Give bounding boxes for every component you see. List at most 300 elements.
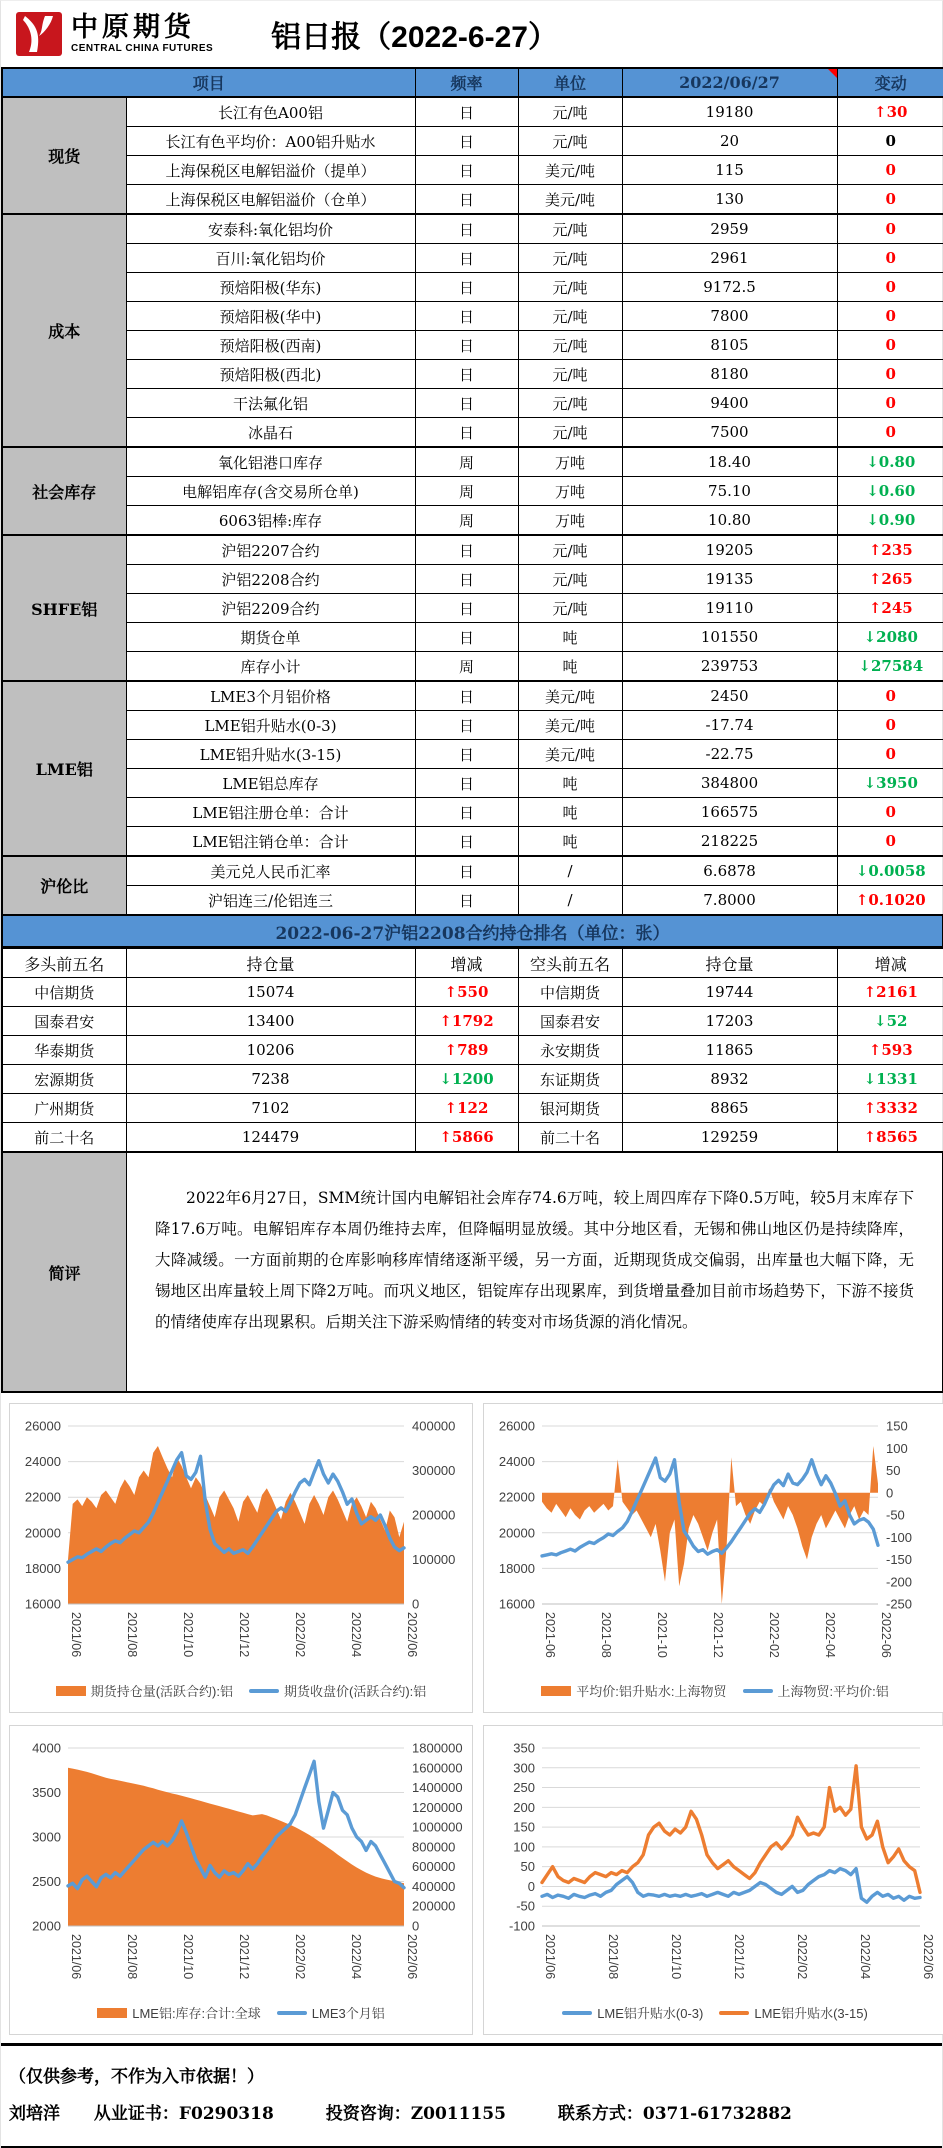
legend-item (97, 2003, 261, 2022)
right-axis-tick: 1800000 (412, 1740, 463, 1756)
x-axis-tick: 2022/06 (405, 1612, 419, 1658)
item-cell: 预焙阳极(西北) (126, 360, 415, 389)
category-label: 沪伦比 (2, 856, 126, 915)
short-change-cell: ↑3332 (837, 1094, 943, 1123)
table-row (2, 711, 943, 740)
unit-cell: 万吨 (518, 447, 622, 477)
item-cell: 上海保税区电解铝溢价（提单） (126, 156, 415, 185)
left-axis-tick: 250 (513, 1780, 535, 1796)
right-axis-tick: -100 (886, 1529, 913, 1545)
legend-item (562, 2003, 703, 2022)
item-cell: 上海保税区电解铝溢价（仓单） (126, 185, 415, 215)
change-cell: ↓0.60 (837, 477, 943, 506)
unit-cell: 元/吨 (518, 302, 622, 331)
left-axis-tick: 0 (527, 1878, 535, 1894)
item-cell: LME铝注销仓单：合计 (126, 827, 415, 857)
unit-cell: 吨 (518, 798, 622, 827)
x-axis-tick: 2021/10 (669, 1934, 683, 1980)
freq-cell: 周 (415, 652, 518, 682)
price-table (1, 67, 943, 916)
item-cell: 6063铝棒:库存 (126, 506, 415, 536)
value-cell: -17.74 (622, 711, 837, 740)
table-row (2, 652, 943, 682)
item-cell: 期货仓单 (126, 623, 415, 652)
category-label: SHFE铝 (2, 535, 126, 681)
column-header: 频率 (415, 68, 518, 97)
left-axis-tick: 16000 (498, 1596, 535, 1612)
chart-canvas-lme-inventory-and-3m-price (12, 1734, 470, 1994)
long-change-cell: ↑1792 (415, 1007, 518, 1036)
legend-item (541, 1681, 726, 1700)
long-broker-cell: 广州期货 (2, 1094, 126, 1123)
contact-phone: 联系方式：0371-61732882 (557, 2104, 792, 2124)
commentary-section (1, 1153, 943, 1393)
right-axis-tick: 600000 (412, 1859, 456, 1875)
x-axis-tick: 2021/12 (237, 1612, 251, 1658)
freq-cell: 日 (415, 273, 518, 302)
long-position-cell: 124479 (126, 1123, 415, 1153)
item-cell: 沪铝2207合约 (126, 535, 415, 565)
company-name-cn: 中原期货 (71, 12, 195, 44)
ranking-column-header: 增减 (837, 949, 943, 978)
change-cell: ↑30 (837, 97, 943, 127)
unit-cell: 元/吨 (518, 244, 622, 273)
value-cell: 19110 (622, 594, 837, 623)
table-row (2, 827, 943, 857)
short-position-cell: 17203 (622, 1007, 837, 1036)
practice-cert: 从业证书：F0290318 (93, 2104, 274, 2124)
chart-legend (486, 1999, 943, 2032)
unit-cell: 元/吨 (518, 127, 622, 156)
value-cell: 9172.5 (622, 273, 837, 302)
series-area (68, 1768, 404, 1926)
item-cell: LME铝总库存 (126, 769, 415, 798)
left-axis-tick: 3500 (32, 1785, 61, 1800)
ranking-row (2, 1036, 943, 1065)
table-row (2, 447, 943, 477)
freq-cell: 日 (415, 798, 518, 827)
left-axis-tick: 26000 (24, 1418, 61, 1434)
chart-lme-inventory-and-3m-price (9, 1725, 473, 2035)
category-label: 社会库存 (2, 447, 126, 535)
value-cell: 2450 (622, 681, 837, 711)
legend-label: 上海物贸:平均价:铝 (777, 1684, 889, 1699)
freq-cell: 周 (415, 447, 518, 477)
change-cell: 0 (837, 185, 943, 215)
unit-cell: 元/吨 (518, 273, 622, 302)
analyst-info (9, 2099, 932, 2124)
category-label: 成本 (2, 214, 126, 447)
freq-cell: 日 (415, 360, 518, 389)
category-label: LME铝 (2, 681, 126, 856)
value-cell: 8180 (622, 360, 837, 389)
left-axis-tick: 350 (513, 1740, 535, 1756)
freq-cell: 日 (415, 214, 518, 244)
report-header (1, 1, 942, 67)
freq-cell: 日 (415, 418, 518, 448)
long-position-cell: 15074 (126, 978, 415, 1007)
freq-cell: 日 (415, 185, 518, 215)
value-cell: 239753 (622, 652, 837, 682)
chart-canvas-shanghai-spot-premium-and-average (486, 1412, 943, 1672)
unit-cell: 万吨 (518, 477, 622, 506)
freq-cell: 日 (415, 127, 518, 156)
report-footer (1, 2043, 942, 2148)
unit-cell: 元/吨 (518, 214, 622, 244)
left-axis-tick: 200 (513, 1799, 535, 1815)
value-cell: 6.6878 (622, 856, 837, 886)
long-change-cell: ↑5866 (415, 1123, 518, 1153)
item-cell: 氧化铝港口库存 (126, 447, 415, 477)
x-axis-tick: 2021/12 (237, 1934, 251, 1980)
long-broker-cell: 国泰君安 (2, 1007, 126, 1036)
report-title: 铝日报（2022-6-27） (271, 21, 558, 54)
item-cell: 百川:氧化铝均价 (126, 244, 415, 273)
item-cell: LME铝升贴水(3-15) (126, 740, 415, 769)
left-axis-tick: -50 (516, 1898, 535, 1914)
x-axis-tick: 2022/06 (405, 1934, 419, 1980)
right-axis-tick: -50 (886, 1507, 905, 1523)
table-row (2, 418, 943, 448)
change-cell: 0 (837, 214, 943, 244)
legend-area-swatch (541, 1686, 571, 1696)
right-axis-tick: 100 (886, 1440, 908, 1456)
value-cell: -22.75 (622, 740, 837, 769)
legend-item (249, 1681, 426, 1700)
left-axis-tick: 50 (520, 1859, 535, 1875)
x-axis-tick: 2022/02 (293, 1612, 307, 1658)
chart-shanghai-spot-premium-and-average (483, 1403, 943, 1713)
freq-cell: 日 (415, 711, 518, 740)
item-cell: 沪铝2208合约 (126, 565, 415, 594)
chart-lme-premium-0-3-and-3-15 (483, 1725, 943, 2035)
table-row (2, 273, 943, 302)
unit-cell: 美元/吨 (518, 681, 622, 711)
series-line (542, 1766, 920, 1893)
x-axis-tick: 2022/04 (349, 1612, 363, 1658)
right-axis-tick: 400000 (412, 1878, 456, 1894)
item-cell: LME铝注册仓单：合计 (126, 798, 415, 827)
legend-line-swatch (562, 2008, 592, 2018)
value-cell: 166575 (622, 798, 837, 827)
change-cell: 0 (837, 798, 943, 827)
legend-line-swatch (249, 1686, 279, 1696)
table-row (2, 886, 943, 916)
legend-line-swatch (719, 2008, 749, 2018)
ranking-row (2, 1123, 943, 1153)
unit-cell: 万吨 (518, 506, 622, 536)
change-cell: 0 (837, 827, 943, 857)
category-label: 现货 (2, 97, 126, 214)
item-cell: 干法氟化铝 (126, 389, 415, 418)
right-axis-tick: 1200000 (412, 1799, 463, 1815)
freq-cell: 日 (415, 244, 518, 273)
x-axis-tick: 2021/10 (181, 1612, 195, 1658)
change-cell: 0 (837, 302, 943, 331)
unit-cell: 元/吨 (518, 97, 622, 127)
unit-cell: 元/吨 (518, 331, 622, 360)
ranking-banner: 2022-06-27沪铝2208合约持仓排名（单位：张） (1, 916, 943, 948)
short-broker-cell: 国泰君安 (518, 1007, 622, 1036)
unit-cell: 元/吨 (518, 418, 622, 448)
value-cell: 9400 (622, 389, 837, 418)
freq-cell: 周 (415, 506, 518, 536)
unit-cell: 美元/吨 (518, 156, 622, 185)
change-cell: ↓0.0058 (837, 856, 943, 886)
value-cell: 75.10 (622, 477, 837, 506)
table-row (2, 506, 943, 536)
short-change-cell: ↑8565 (837, 1123, 943, 1153)
short-position-cell: 8932 (622, 1065, 837, 1094)
value-cell: 20 (622, 127, 837, 156)
commentary-label: 简评 (3, 1153, 127, 1391)
item-cell: 长江有色A00铝 (126, 97, 415, 127)
legend-label: 期货持仓量(活跃合约):铝 (90, 1684, 233, 1699)
short-position-cell: 8865 (622, 1094, 837, 1123)
left-axis-tick: 300 (513, 1760, 535, 1776)
left-axis-tick: 22000 (24, 1489, 61, 1505)
consulting-cert: 投资咨询：Z0011155 (325, 2104, 506, 2124)
long-position-cell: 7102 (126, 1094, 415, 1123)
long-position-cell: 13400 (126, 1007, 415, 1036)
long-change-cell: ↑122 (415, 1094, 518, 1123)
legend-label: 平均价:铝升贴水:上海物贸 (576, 1684, 727, 1699)
unit-cell: 元/吨 (518, 565, 622, 594)
position-ranking-table (1, 948, 943, 1153)
right-axis-tick: 100000 (412, 1552, 456, 1567)
table-row (2, 360, 943, 389)
table-row (2, 389, 943, 418)
legend-label: 期货收盘价(活跃合约):铝 (284, 1684, 427, 1699)
left-axis-tick: 26000 (498, 1418, 535, 1434)
legend-label: LME铝:库存:合计:全球 (132, 2006, 261, 2021)
left-axis-tick: 16000 (24, 1596, 61, 1612)
table-row (2, 769, 943, 798)
change-cell: 0 (837, 360, 943, 389)
freq-cell: 日 (415, 769, 518, 798)
legend-item (56, 1681, 233, 1700)
legend-item (719, 2003, 867, 2022)
unit-cell: / (518, 886, 622, 916)
value-cell: 10.80 (622, 506, 837, 536)
x-axis-tick: 2022/04 (858, 1934, 872, 1980)
table-row (2, 244, 943, 273)
table-row (2, 798, 943, 827)
unit-cell: 吨 (518, 623, 622, 652)
left-axis-tick: 100 (513, 1839, 535, 1855)
value-cell: 130 (622, 185, 837, 215)
ranking-row (2, 978, 943, 1007)
item-cell: 沪铝连三/伦铝连三 (126, 886, 415, 916)
change-cell: ↓0.90 (837, 506, 943, 536)
item-cell: 电解铝库存(含交易所仓单) (126, 477, 415, 506)
short-broker-cell: 前二十名 (518, 1123, 622, 1153)
unit-cell: 美元/吨 (518, 711, 622, 740)
price-table-header-row (2, 68, 943, 97)
freq-cell: 日 (415, 856, 518, 886)
company-logo (15, 10, 213, 58)
long-position-cell: 10206 (126, 1036, 415, 1065)
long-change-cell: ↓1200 (415, 1065, 518, 1094)
table-row (2, 681, 943, 711)
right-axis-tick: 0 (412, 1596, 420, 1612)
right-axis-tick: 800000 (412, 1839, 456, 1855)
item-cell: 美元兑人民币汇率 (126, 856, 415, 886)
left-axis-tick: 20000 (24, 1525, 61, 1541)
ranking-row (2, 1094, 943, 1123)
right-axis-tick: 150 (886, 1418, 908, 1434)
legend-line-swatch (743, 1686, 773, 1696)
x-axis-tick: 2021/08 (606, 1934, 620, 1980)
change-cell: 0 (837, 127, 943, 156)
legend-area-swatch (97, 2008, 127, 2018)
long-broker-cell: 华泰期货 (2, 1036, 126, 1065)
left-axis-tick: -100 (508, 1918, 535, 1934)
x-axis-tick: 2022/02 (795, 1934, 809, 1980)
freq-cell: 日 (415, 389, 518, 418)
table-row (2, 127, 943, 156)
legend-label: LME铝升贴水(3-15) (754, 2006, 868, 2021)
short-broker-cell: 永安期货 (518, 1036, 622, 1065)
company-logo-icon (15, 10, 63, 58)
value-cell: 7800 (622, 302, 837, 331)
table-row (2, 97, 943, 127)
long-broker-cell: 中信期货 (2, 978, 126, 1007)
table-row (2, 156, 943, 185)
unit-cell: 元/吨 (518, 389, 622, 418)
right-axis-tick: -150 (886, 1552, 913, 1567)
ranking-row (2, 1065, 943, 1094)
right-axis-tick: 1400000 (412, 1780, 463, 1796)
short-broker-cell: 中信期货 (518, 978, 622, 1007)
short-position-cell: 19744 (622, 978, 837, 1007)
right-axis-tick: 0 (886, 1485, 894, 1501)
right-axis-tick: 0 (412, 1918, 420, 1934)
x-axis-tick: 2021-08 (599, 1612, 613, 1658)
freq-cell: 日 (415, 623, 518, 652)
right-axis-tick: 1000000 (412, 1819, 463, 1835)
value-cell: 19180 (622, 97, 837, 127)
x-axis-tick: 2021/06 (69, 1612, 83, 1658)
freq-cell: 日 (415, 535, 518, 565)
ranking-column-header: 多头前五名 (2, 949, 126, 978)
value-cell: 384800 (622, 769, 837, 798)
value-cell: 115 (622, 156, 837, 185)
x-axis-tick: 2021/06 (69, 1934, 83, 1980)
left-axis-tick: 18000 (498, 1560, 535, 1576)
left-axis-tick: 20000 (498, 1525, 535, 1541)
legend-item (277, 2003, 385, 2022)
long-change-cell: ↑550 (415, 978, 518, 1007)
change-cell: 0 (837, 273, 943, 302)
table-row (2, 185, 943, 215)
freq-cell: 日 (415, 594, 518, 623)
x-axis-tick: 2022/04 (349, 1934, 363, 1980)
short-change-cell: ↓52 (837, 1007, 943, 1036)
short-broker-cell: 银河期货 (518, 1094, 622, 1123)
x-axis-tick: 2022-04 (823, 1612, 837, 1658)
unit-cell: 美元/吨 (518, 740, 622, 769)
value-cell: 18.40 (622, 447, 837, 477)
ranking-column-header: 持仓量 (126, 949, 415, 978)
commentary-text: 2022年6月27日，SMM统计国内电解铝社会库存74.6万吨，较上周四库存下降0.5万吨，较5月末库存下降17.6万吨。电解铝库存本周仍维持去库，但降幅明显放缓。其中分地区看，无锡和佛山地区仍是持续降库，大降减缓。一方面前期的仓库影响移库情绪逐渐平缓，另一方面，近期现货成交偏弱，出库量也大幅下降，无锡地区出库量较上周下降2万吨。而巩义地区，铝锭库存出现累库，到货增量叠加目前市场趋势下，下游不接货的情绪使库存出现累积。后期关注下游采购情绪的转变对市场货源的消化情况。 (155, 1189, 914, 1331)
column-header: 2022/06/27 (622, 68, 837, 97)
x-axis-tick: 2022/02 (293, 1934, 307, 1980)
left-axis-tick: 24000 (24, 1454, 61, 1470)
freq-cell: 日 (415, 97, 518, 127)
change-cell: ↑245 (837, 594, 943, 623)
change-cell: ↑0.1020 (837, 886, 943, 916)
short-broker-cell: 东证期货 (518, 1065, 622, 1094)
column-header: 变动 (837, 68, 943, 97)
series-area (542, 1446, 878, 1604)
change-cell: 0 (837, 418, 943, 448)
right-axis-tick: 50 (886, 1463, 901, 1478)
change-cell: 0 (837, 389, 943, 418)
comment-marker-icon (828, 69, 837, 78)
unit-cell: 元/吨 (518, 535, 622, 565)
table-row (2, 477, 943, 506)
series-area (68, 1446, 404, 1604)
x-axis-tick: 2021/08 (125, 1612, 139, 1658)
chart-canvas-lme-premium-0-3-and-3-15 (486, 1734, 943, 1994)
left-axis-tick: 4000 (32, 1740, 61, 1756)
table-row (2, 331, 943, 360)
ranking-column-header: 空头前五名 (518, 949, 622, 978)
right-axis-tick: 200000 (412, 1898, 456, 1914)
x-axis-tick: 2021/10 (181, 1934, 195, 1980)
change-cell: 0 (837, 156, 943, 185)
value-cell: 2961 (622, 244, 837, 273)
disclaimer: （仅供参考，不作为入市依据！） (9, 2067, 264, 2087)
chart-legend (12, 1677, 470, 1710)
change-cell: ↓27584 (837, 652, 943, 682)
table-row (2, 535, 943, 565)
left-axis-tick: 22000 (498, 1489, 535, 1505)
ranking-header-row (2, 949, 943, 978)
column-header: 项目 (2, 68, 415, 97)
right-axis-tick: 300000 (412, 1463, 456, 1478)
table-row (2, 214, 943, 244)
table-row (2, 623, 943, 652)
x-axis-tick: 2021-10 (655, 1612, 669, 1658)
legend-label: LME铝升贴水(0-3) (597, 2006, 704, 2021)
short-position-cell: 129259 (622, 1123, 837, 1153)
long-change-cell: ↑789 (415, 1036, 518, 1065)
item-cell: 预焙阳极(华东) (126, 273, 415, 302)
x-axis-tick: 2022/06 (921, 1934, 935, 1980)
left-axis-tick: 3000 (32, 1829, 61, 1845)
company-name-en: CENTRAL CHINA FUTURES (71, 42, 214, 54)
chart-canvas-shfe-position-and-close (12, 1412, 470, 1672)
change-cell: 0 (837, 244, 943, 273)
item-cell: 预焙阳极(西南) (126, 331, 415, 360)
item-cell: LME铝升贴水(0-3) (126, 711, 415, 740)
freq-cell: 日 (415, 565, 518, 594)
legend-line-swatch (277, 2008, 307, 2018)
change-cell: ↓0.80 (837, 447, 943, 477)
table-row (2, 302, 943, 331)
item-cell: 长江有色平均价：A00铝升贴水 (126, 127, 415, 156)
item-cell: 安泰科:氧化铝均价 (126, 214, 415, 244)
long-broker-cell: 宏源期货 (2, 1065, 126, 1094)
ranking-row (2, 1007, 943, 1036)
freq-cell: 日 (415, 331, 518, 360)
x-axis-tick: 2021/12 (732, 1934, 746, 1980)
value-cell: 19135 (622, 565, 837, 594)
item-cell: 库存小计 (126, 652, 415, 682)
right-axis-tick: -250 (886, 1596, 913, 1612)
